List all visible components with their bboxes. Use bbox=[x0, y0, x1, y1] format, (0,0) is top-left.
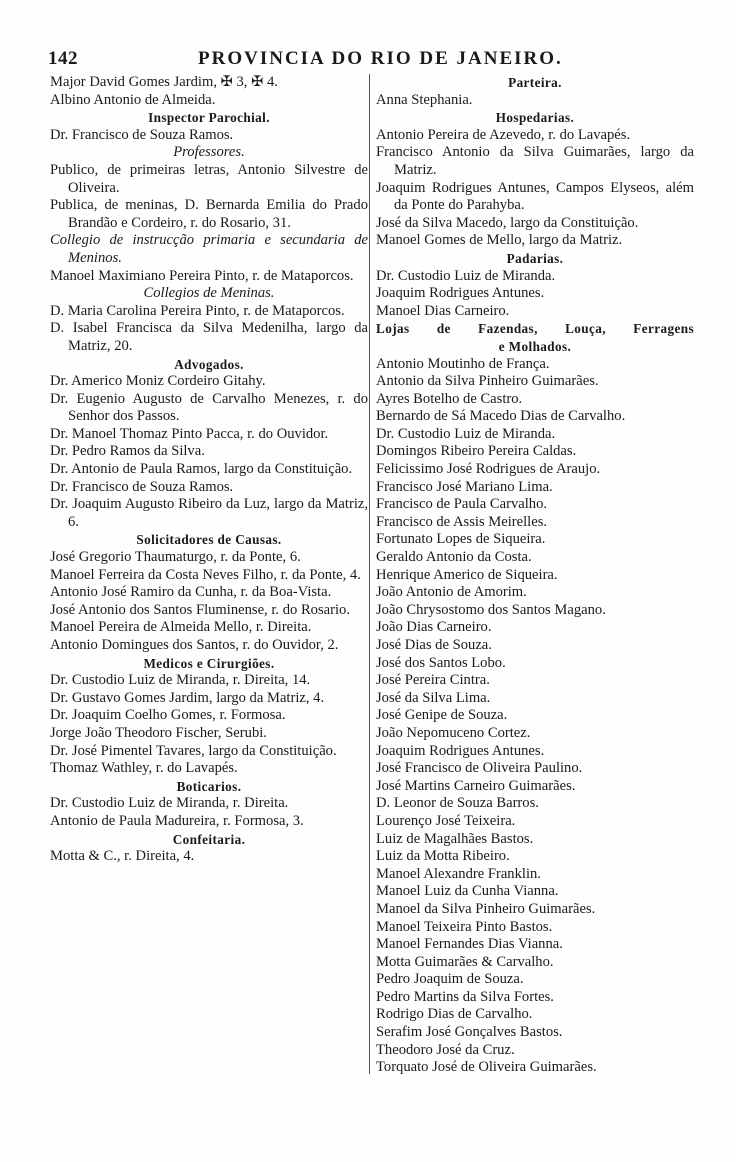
listing-entry: Publico, de primeiras letras, Antonio Silvestre de Oliveira. bbox=[50, 161, 368, 196]
listing-entry: Bernardo de Sá Macedo Dias de Carvalho. bbox=[376, 408, 626, 425]
listing-entry: Dr. Custodio Luiz de Miranda. bbox=[376, 425, 556, 442]
section-heading bbox=[376, 320, 694, 355]
right-column bbox=[376, 74, 694, 1094]
listing-entry: Serafim José Gonçalves Bastos. bbox=[376, 1024, 563, 1041]
listing-entry: Geraldo Antonio da Costa. bbox=[376, 549, 532, 566]
section-heading: Solicitadores de Causas. bbox=[136, 532, 282, 548]
section-heading: Boticarios. bbox=[176, 778, 242, 794]
listing-entry: Theodoro José da Cruz. bbox=[376, 1041, 515, 1058]
listing-entry: Luiz da Motta Ribeiro. bbox=[376, 848, 510, 865]
listing-entry: Dr. Pedro Ramos da Silva. bbox=[50, 443, 205, 460]
listing-entry: Anna Stephania. bbox=[376, 91, 473, 108]
listing-entry: Dr. Francisco de Souza Ramos. bbox=[50, 478, 234, 495]
listing-entry: Francisco de Paula Carvalho. bbox=[376, 496, 548, 513]
page-header bbox=[48, 48, 684, 70]
listing-entry: Manoel Alexandre Franklin. bbox=[376, 865, 541, 882]
listing-entry: Fortunato Lopes de Siqueira. bbox=[376, 531, 546, 548]
listing-entry: José Antonio dos Santos Fluminense, r. do Rosario. bbox=[50, 601, 350, 618]
listing-entry: Dr. Manoel Thomaz Pinto Pacca, r. do Ouvidor. bbox=[50, 425, 329, 442]
section-heading: Advogados. bbox=[174, 356, 244, 372]
listing-entry: Manoel Maximiano Pereira Pinto, r. de Mataporcos. bbox=[50, 267, 354, 284]
listing-entry: João Nepomuceno Cortez. bbox=[376, 724, 531, 741]
listing-entry: Dr. Francisco de Souza Ramos. bbox=[50, 126, 234, 143]
listing-entry: D. Isabel Francisca da Silva Medenilha, largo da Matriz, 20. bbox=[50, 320, 368, 354]
section-heading: Medicos e Cirurgiões. bbox=[143, 655, 275, 671]
listing-entry: Motta & C., r. Direita, 4. bbox=[50, 848, 195, 865]
listing-entry: Lourenço José Teixeira. bbox=[376, 812, 516, 829]
listing-entry: Dr. José Pimentel Tavares, largo da Constituição. bbox=[50, 742, 337, 759]
listing-entry: Henrique Americo de Siqueira. bbox=[376, 566, 558, 583]
listing-entry: Antonio Pereira de Azevedo, r. do Lavapés. bbox=[376, 126, 631, 143]
listing-entry: José Gregorio Thaumaturgo, r. da Ponte, 6. bbox=[50, 549, 301, 566]
listing-entry: D. Maria Carolina Pereira Pinto, r. de Mataporcos. bbox=[50, 302, 345, 319]
listing-entry: Manoel Dias Carneiro. bbox=[376, 302, 510, 319]
listing-entry: Dr. Joaquim Augusto Ribeiro da Luz, largo da Matriz, 6. bbox=[50, 496, 368, 530]
listing-entry: Dr. Gustavo Gomes Jardim, largo da Matriz, 4. bbox=[50, 689, 325, 706]
listing-entry: Albino Antonio de Almeida. bbox=[50, 91, 216, 108]
listing-entry: Pedro Joaquim de Souza. bbox=[376, 971, 524, 988]
column-divider bbox=[369, 74, 370, 1074]
listing-entry: Motta Guimarães & Carvalho. bbox=[376, 953, 554, 970]
listing-entry: Francisco de Assis Meirelles. bbox=[376, 513, 548, 530]
listing-entry: José Genipe de Souza. bbox=[376, 707, 508, 724]
section-heading: Hospedarias. bbox=[495, 110, 575, 126]
running-title: PROVINCIA DO RIO DE JANEIRO. bbox=[198, 48, 563, 69]
listing-entry: João Chrysostomo dos Santos Magano. bbox=[376, 601, 606, 618]
listing-entry: João Antonio de Amorim. bbox=[376, 584, 527, 601]
listing-entry: Felicissimo José Rodrigues de Araujo. bbox=[376, 461, 601, 478]
listing-entry: Dr. Joaquim Coelho Gomes, r. Formosa. bbox=[50, 707, 286, 724]
listing-entry: Manoel Luiz da Cunha Vianna. bbox=[376, 883, 559, 900]
listing-entry: José dos Santos Lobo. bbox=[376, 654, 506, 671]
listing-entry: João Dias Carneiro. bbox=[376, 619, 492, 636]
listing-entry: Antonio da Silva Pinheiro Guimarães. bbox=[376, 373, 599, 390]
listing-entry: Rodrigo Dias de Carvalho. bbox=[376, 1006, 533, 1023]
listing-entry: Francisco José Mariano Lima. bbox=[376, 478, 553, 495]
listing-entry: Joaquim Rodrigues Antunes, Campos Elyseos, além da Ponte do Parahyba. bbox=[376, 179, 694, 214]
listing-entry: José da Silva Lima. bbox=[376, 689, 491, 706]
listing-entry: Dr. Custodio Luiz de Miranda, r. Direita. bbox=[50, 795, 289, 812]
section-heading: Confeitaria. bbox=[172, 831, 246, 847]
listing-entry: Ayres Botelho de Castro. bbox=[376, 390, 523, 407]
listing-entry: Manoel Ferreira da Costa Neves Filho, r. da Ponte, 4. bbox=[50, 566, 361, 583]
listing-entry: Manoel Teixeira Pinto Bastos. bbox=[376, 918, 553, 935]
listing-entry: Thomaz Wathley, r. do Lavapés. bbox=[50, 760, 238, 777]
listing-entry: José Dias de Souza. bbox=[376, 637, 492, 653]
listing-entry: José Pereira Cintra. bbox=[376, 672, 490, 689]
listing-entry: José Francisco de Oliveira Paulino. bbox=[376, 760, 583, 777]
listing-entry: Antonio de Paula Madureira, r. Formosa, 3. bbox=[50, 812, 304, 829]
section-heading: Inspector Parochial. bbox=[148, 110, 270, 126]
listing-entry: Torquato José de Oliveira Guimarães. bbox=[376, 1059, 597, 1076]
listing-entry: Major David Gomes Jardim, ✠ 3, ✠ 4. bbox=[50, 74, 278, 90]
listing-entry: Antonio Domingues dos Santos, r. do Ouvidor, 2. bbox=[50, 637, 339, 653]
listing-entry: Antonio Moutinho de França. bbox=[376, 355, 550, 372]
listing-entry: Joaquim Rodrigues Antunes. bbox=[376, 285, 545, 302]
listing-entry: Jorge João Theodoro Fischer, Serubi. bbox=[50, 724, 267, 741]
section-heading-line: e Molhados. bbox=[498, 338, 572, 354]
listing-entry: José da Silva Macedo, largo da Constituição. bbox=[376, 214, 639, 231]
listing-entry: Manoel Fernandes Dias Vianna. bbox=[376, 936, 563, 953]
listing-entry: Manoel Pereira de Almeida Mello, r. Direita. bbox=[50, 619, 312, 636]
listing-entry: Domingos Ribeiro Pereira Caldas. bbox=[376, 443, 577, 460]
listing-entry: Manoel da Silva Pinheiro Guimarães. bbox=[376, 900, 596, 917]
listing-entry: José Martins Carneiro Guimarães. bbox=[376, 777, 576, 794]
subsection-heading: Collegios de Meninas. bbox=[143, 285, 275, 302]
left-column bbox=[50, 74, 368, 1094]
listing-entry: Pedro Martins da Silva Fortes. bbox=[376, 988, 554, 1005]
listing-entry: Dr. Americo Moniz Cordeiro Gitahy. bbox=[50, 373, 266, 390]
listing-entry: Dr. Eugenio Augusto de Carvalho Menezes, r. do Senhor dos Passos. bbox=[50, 390, 368, 425]
listing-entry: Dr. Custodio Luiz de Miranda. bbox=[376, 267, 556, 284]
subsection-heading: Professores. bbox=[173, 144, 245, 161]
listing-entry: Dr. Custodio Luiz de Miranda, r. Direita, 14. bbox=[50, 672, 311, 689]
listing-entry: Joaquim Rodrigues Antunes. bbox=[376, 742, 545, 759]
listing-entry: Luiz de Magalhães Bastos. bbox=[376, 830, 534, 847]
listing-entry: D. Leonor de Souza Barros. bbox=[376, 795, 539, 812]
section-heading: Parteira. bbox=[508, 75, 562, 90]
listing-entry: Antonio José Ramiro da Cunha, r. da Boa-Vista. bbox=[50, 584, 332, 601]
listing-entry: Francisco Antonio da Silva Guimarães, largo da Matriz. bbox=[376, 144, 694, 178]
section-heading-line: Lojas de Fazendas, Louça, Ferragens bbox=[376, 321, 694, 337]
page-number: 142 bbox=[48, 48, 78, 69]
listing-entry: Manoel Gomes de Mello, largo da Matriz. bbox=[376, 232, 623, 249]
listing-entry: Collegio de instrucção primaria e secundaria de Meninos. bbox=[50, 232, 368, 266]
listing-entry: Publica, de meninas, D. Bernarda Emilia do Prado Brandão e Cordeiro, r. do Rosario, 31. bbox=[50, 197, 368, 231]
listing-entry: Dr. Antonio de Paula Ramos, largo da Constituição. bbox=[50, 461, 353, 478]
section-heading: Padarias. bbox=[506, 250, 564, 266]
